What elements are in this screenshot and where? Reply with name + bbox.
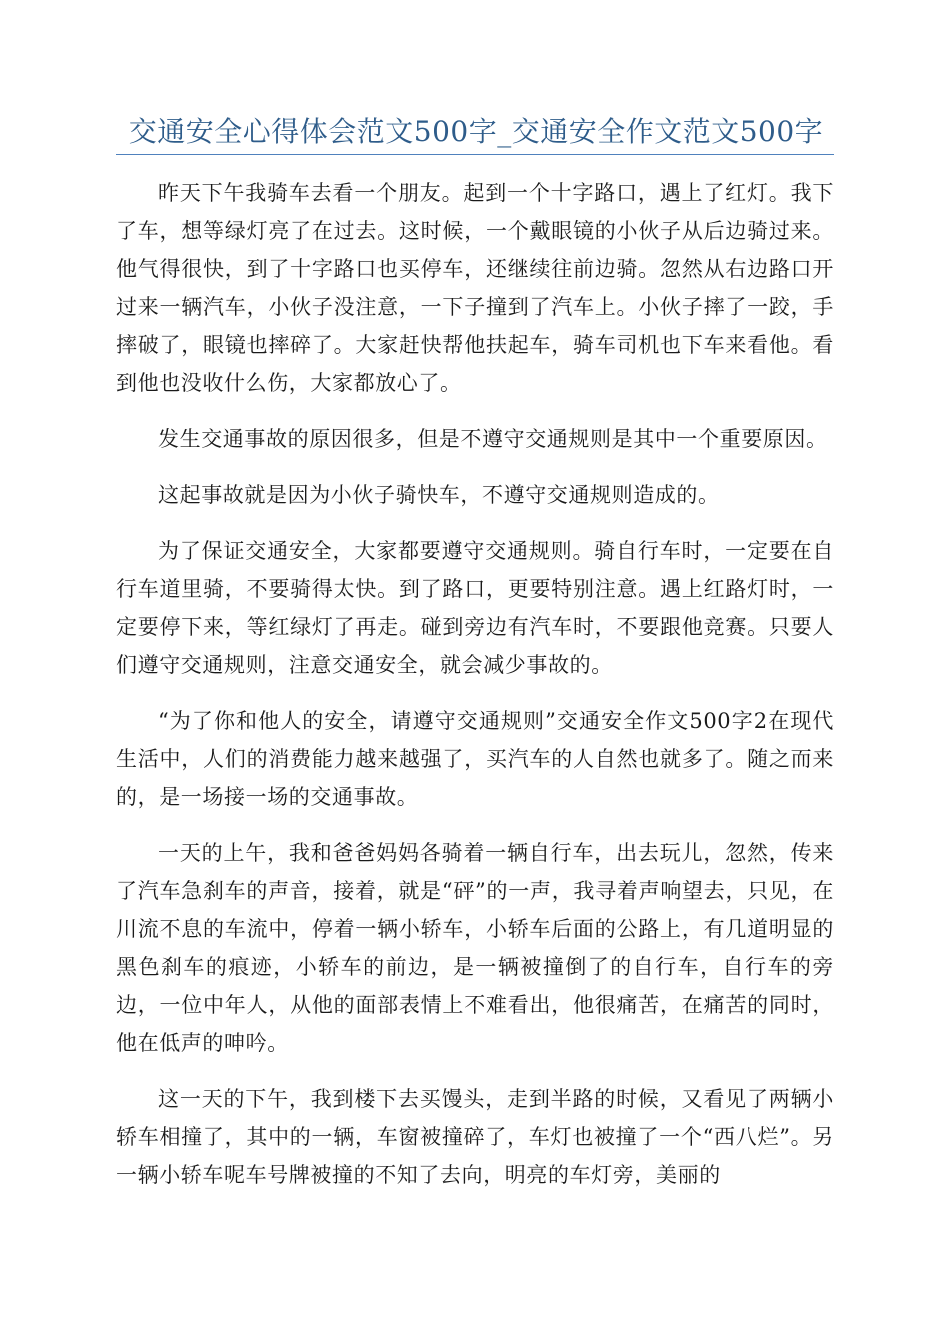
document-title: 交通安全心得体会范文500字_交通安全作文范文500字 bbox=[128, 115, 824, 148]
paragraph: “为了你和他人的安全，请遵守交通规则”交通安全作文500字2在现代生活中，人们的消费能力越来越强了，买汽车的人自然也就多了。随之而来的，是一场接一场的交通事故。 bbox=[116, 709, 834, 809]
title-underline bbox=[116, 154, 834, 155]
paragraph: 一天的上午，我和爸爸妈妈各骑着一辆自行车，出去玩儿，忽然，传来了汽车急刹车的声音，接着，就是“砰”的一声，我寻着声响望去，只见，在川流不息的车流中，停着一辆小轿车，小轿车后面的公路上，有几道明显的黑色刹车的痕迹，小轿车的前边，是一辆被撞倒了的自行车，自行车的旁边，一位中年人，从他的面部表情上不难看出，他很痛苦，在痛苦的同时，他在低声的呻吟。 bbox=[116, 841, 834, 1055]
paragraph: 这一天的下午，我到楼下去买馒头，走到半路的时候，又看见了两辆小轿车相撞了，其中的一辆，车窗被撞碎了，车灯也被撞了一个“西八烂”。另一辆小轿车呢车号牌被撞的不知了去向，明亮的车灯旁，美丽的 bbox=[116, 1087, 834, 1187]
paragraph: 昨天下午我骑车去看一个朋友。起到一个十字路口，遇上了红灯。我下了车，想等绿灯亮了在过去。这时候，一个戴眼镜的小伙子从后边骑过来。他气得很快，到了十字路口也买停车，还继续往前边骑。忽然从右边路口开过来一辆汽车，小伙子没注意，一下子撞到了汽车上。小伙子摔了一跤，手摔破了，眼镜也摔碎了。大家赶快帮他扶起车，骑车司机也下车来看他。看到他也没收什么伤，大家都放心了。 bbox=[116, 181, 834, 395]
paragraph: 发生交通事故的原因很多，但是不遵守交通规则是其中一个重要原因。 bbox=[158, 427, 828, 451]
document-body bbox=[116, 174, 834, 1212]
paragraph: 为了保证交通安全，大家都要遵守交通规则。骑自行车时，一定要在自行车道里骑，不要骑得太快。到了路口，更要特别注意。遇上红路灯时，一定要停下来，等红绿灯了再走。碰到旁边有汽车时，不要跟他竞赛。只要人们遵守交通规则，注意交通安全，就会减少事故的。 bbox=[116, 539, 834, 677]
paragraph: 这起事故就是因为小伙子骑快车，不遵守交通规则造成的。 bbox=[158, 483, 720, 507]
